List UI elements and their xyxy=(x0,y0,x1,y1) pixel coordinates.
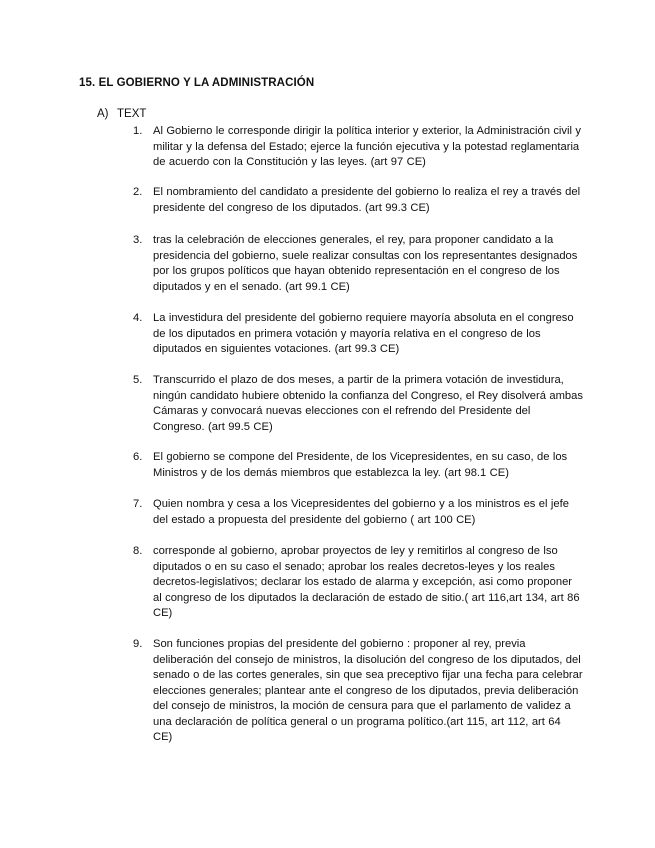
list-item-number: 3. xyxy=(133,234,143,246)
list-item-number: 6. xyxy=(133,451,143,463)
list-item xyxy=(133,311,583,358)
list-item xyxy=(133,450,583,481)
list-item xyxy=(133,373,583,435)
section-marker: A) xyxy=(97,108,109,120)
list-item xyxy=(133,544,583,622)
section-title: TEXT xyxy=(117,108,147,120)
list-item-text: tras la celebración de elecciones generales, el rey, para proponer candidato a la presidencia del gobierno, suele realizar consultas con los representantes designados por los grupos políticos que hayan obtenido representación en el congreso de los diputados y en el senado. (art 99.1 CE) xyxy=(153,234,578,293)
list-item-number: 9. xyxy=(133,638,143,650)
list-item-number: 1. xyxy=(133,125,143,137)
list-item-number: 5. xyxy=(133,374,143,386)
list-item-number: 2. xyxy=(133,186,143,198)
list-item-text: Son funciones propias del presidente del gobierno : proponer al rey, previa deliberación del consejo de ministros, la disolución del congreso de los diputados, del senado o de las cortes generales, sin que sea preceptivo fijar una fecha para celebrar elecciones generales; plantear ante el congreso de los diputados, previa deliberación del consejo de ministros, la moción de censura para que el parlamento de validez a una declaración de política general o un programa político.(art 115, art 112, art 64 CE) xyxy=(153,638,583,743)
list-item xyxy=(133,497,583,528)
list-item-number: 4. xyxy=(133,312,143,324)
list-item xyxy=(133,233,583,295)
list-item-text: Transcurrido el plazo de dos meses, a partir de la primera votación de investidura, ningún candidato hubiere obtenido la confianza del Congreso, el Rey disolverá ambas Cámaras y convocará nuevas elecciones con el refrendo del Presidente del Congreso. (art 99.5 CE) xyxy=(153,374,583,433)
list-item-text: El nombramiento del candidato a presidente del gobierno lo realiza el rey a través del presidente del congreso de los diputados. (art 99.3 CE) xyxy=(153,186,581,214)
list-item-text: El gobierno se compone del Presidente, de los Vicepresidentes, en su caso, de los Ministros y de los demás miembros que establezca la ley. (art 98.1 CE) xyxy=(153,451,568,479)
document-heading: 15. EL GOBIERNO Y LA ADMINISTRACIÓN xyxy=(79,77,315,89)
list-item-number: 7. xyxy=(133,498,143,510)
list-item xyxy=(133,185,583,216)
list-item-text: Al Gobierno le corresponde dirigir la política interior y exterior, la Administración civil y militar y la defensa del Estado; ejerce la función ejecutiva y la potestad reglamentaria de acuerdo con la Constitución y las leyes. (art 97 CE) xyxy=(153,125,581,168)
list-item-text: corresponde al gobierno, aprobar proyectos de ley y remitirlos al congreso de lso diputados o en su caso el senado; aprobar los reales decretos-leyes y los reales decretos-legislativos; declarar los estado de alarma y excepción, asi como proponer al congreso de los diputados la declaración de estado de sitio.( art 116,art 134, art 86 CE) xyxy=(153,545,580,619)
list-item-text: La investidura del presidente del gobierno requiere mayoría absoluta en el congreso de los diputados en primera votación y mayoría relativa en el congreso de los diputados en siguientes votaciones. (art 99.3 CE) xyxy=(153,312,574,355)
list-item xyxy=(133,124,583,171)
list-item xyxy=(133,637,583,746)
list-item-text: Quien nombra y cesa a los Vicepresidentes del gobierno y a los ministros es el jefe del estado a propuesta del presidente del gobierno ( art 100 CE) xyxy=(153,498,569,526)
list-item-number: 8. xyxy=(133,545,143,557)
